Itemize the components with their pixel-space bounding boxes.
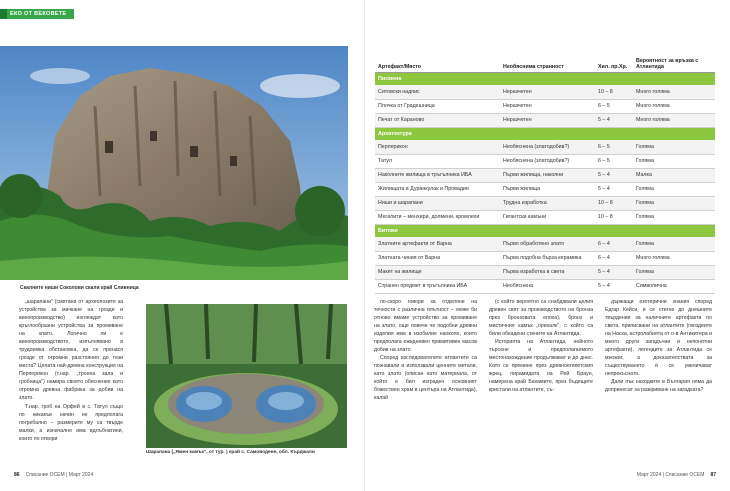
- cell-millennia: 10 – 8: [595, 85, 633, 99]
- cell-probability: Голяма: [633, 154, 715, 168]
- table-row: [375, 210, 715, 224]
- cell-probability: Много голяма: [633, 99, 715, 113]
- cell-probability: Малка: [633, 168, 715, 182]
- table-row: [375, 85, 715, 99]
- table-row: [375, 182, 715, 196]
- table-row: [375, 265, 715, 279]
- category-row: [375, 224, 715, 237]
- cell-probability: Много голяма: [633, 85, 715, 99]
- cell-probability: Голяма: [633, 196, 715, 210]
- right-text-column-2: [489, 298, 593, 394]
- table-row: [375, 99, 715, 113]
- table-row: [375, 168, 715, 182]
- category-label: Битови: [375, 224, 715, 237]
- header-millennia: Хил. пр.Хр.: [595, 50, 633, 72]
- cell-oddity: Първи жилища: [500, 182, 595, 196]
- cell-oddity: Трудна изработка: [500, 196, 595, 210]
- cell-artifact: Жилищата в Дуранкулак и Провадия: [375, 182, 500, 196]
- cell-oddity: Първо обработено злато: [500, 237, 595, 251]
- cell-oddity: Необяснена (златодобив?): [500, 140, 595, 154]
- cell-millennia: 5 – 4: [595, 279, 633, 293]
- cell-millennia: 5 – 4: [595, 168, 633, 182]
- cell-artifact: Татул: [375, 154, 500, 168]
- table-row: [375, 154, 715, 168]
- section-tag-bar: [0, 9, 7, 19]
- artifacts-table: [375, 50, 715, 294]
- magazine-name: Март 2024 | Списание ОСЕМ: [636, 472, 705, 478]
- cell-artifact: Наколните жилища в тръгълника ИБА: [375, 168, 500, 182]
- right-text-column-3: [605, 298, 712, 394]
- cell-millennia: 5 – 4: [595, 182, 633, 196]
- paragraph: Дали пък находките в България няма да допринесат за разкриване на загадката?: [605, 379, 712, 393]
- left-footer: [8, 472, 93, 478]
- right-footer: [637, 472, 722, 478]
- paragraph: по-скоро говори за отделяне на течности с различна плътност – може би отново имаме устройство за промиване на злато, още повече че подобни древни изделия има в изобилие наоколо, които предполага ежедневен примитивен масов добив на злато.: [374, 299, 477, 353]
- header-probability: Вероятност за връзка с Атлантида: [633, 50, 715, 72]
- page-number: 87: [710, 472, 716, 478]
- cell-millennia: 10 – 8: [595, 196, 633, 210]
- cell-artifact: Златната чиния от Варна: [375, 251, 500, 265]
- cell-oddity: Необяснена (златодобив?): [500, 154, 595, 168]
- cell-oddity: Неразчетен: [500, 85, 595, 99]
- cell-artifact: Плочка от Градешница: [375, 99, 500, 113]
- cell-millennia: 10 – 8: [595, 210, 633, 224]
- paragraph: Историята на Атлантида, нейното търсене и предполагаемото местонахождение продължават и до днес. Като се премине през древноегипетския жрец, пирамидата на Рей Браун, намерена край Бахамите, през бъдещите кристали на атлантите, съ-: [489, 339, 593, 393]
- category-label: Архитектура: [375, 127, 715, 140]
- cell-probability: Голяма: [633, 182, 715, 196]
- cell-oddity: Първа подобна бърза керамика: [500, 251, 595, 265]
- cell-artifact: Макет на жилище: [375, 265, 500, 279]
- cell-millennia: 6 – 5: [595, 99, 633, 113]
- table-row: [375, 251, 715, 265]
- cell-artifact: Мегалити – менхири, долмени, кромлехи: [375, 210, 500, 224]
- table-header-row: [375, 50, 715, 72]
- cell-millennia: 6 – 5: [595, 154, 633, 168]
- cell-artifact: Перперикон: [375, 140, 500, 154]
- small-photo-caption: Шарапана („Ямен камък", от тур. ) край с. Самоводене, обл. Кърджали: [146, 450, 315, 455]
- cell-artifact: Златните артефакти от Варна: [375, 237, 500, 251]
- page-number: 86: [14, 472, 20, 478]
- paragraph: „шарапани" (смятани от археолозите за устройства за мачкане на грозде и винопроизводство) изглеждат като кръглообразни устройства за промиване на злато. Логично ли е винопроизводството, изпълнявано в трудоемка обстановка, да се пренася грозде от огромни разстояния до тези места? Цялата най-древна конструкция на Перперикон (т.нар. „тронна зала и гробница") намира своето обяснение като огромна древна фабрика за добив на злато.: [19, 299, 123, 401]
- category-row: [375, 127, 715, 140]
- cell-artifact: Странен предмет в тръгълника ИБА: [375, 279, 500, 293]
- table-row: [375, 113, 715, 127]
- cell-oddity: Необяснена: [500, 279, 595, 293]
- header-artifact: Артефакт/Място: [375, 50, 500, 72]
- table-row: [375, 279, 715, 293]
- category-label: Писмена: [375, 72, 715, 85]
- sharapana-photo: [146, 304, 347, 448]
- cell-probability: Много голяма: [633, 251, 715, 265]
- left-text-column: [19, 298, 123, 444]
- right-text-column-1: [374, 298, 477, 402]
- main-photo-caption: Скалните ниши Соколови скали край Сливница: [20, 285, 139, 291]
- cell-artifact: Ситовски надпис: [375, 85, 500, 99]
- paragraph: Според изследователите атлантите са познавали и използвали ценните метали, като злато (описан като материала, от който е бил изграден основният божествен храм в центъра на Атлантида), калай: [374, 355, 477, 401]
- category-row: [375, 72, 715, 85]
- cell-probability: Голяма: [633, 210, 715, 224]
- cell-millennia: 5 – 4: [595, 113, 633, 127]
- table-row: [375, 237, 715, 251]
- cell-artifact: Печат от Караново: [375, 113, 500, 127]
- cell-oddity: Първи жилища, наколни: [500, 168, 595, 182]
- cell-millennia: 5 – 4: [595, 265, 633, 279]
- table-row: [375, 196, 715, 210]
- cell-millennia: 6 – 5: [595, 140, 633, 154]
- cell-artifact: Ниши и шарапани: [375, 196, 500, 210]
- cell-oddity: Неразчетен: [500, 99, 595, 113]
- cell-millennia: 6 – 4: [595, 251, 633, 265]
- header-oddity: Необяснима странност: [500, 50, 595, 72]
- cell-probability: Много голяма: [633, 113, 715, 127]
- cell-probability: Голяма: [633, 140, 715, 154]
- cell-oddity: Неразчетен: [500, 113, 595, 127]
- cell-millennia: 6 – 4: [595, 237, 633, 251]
- paragraph: държащи езотерични знания според Едгар Кейси, и се стигне до днешните твърдения за наличните артефакти по света, приписвани на атлантите (гвоздеите на Наска, астролабията от о-в Антикитера и много други загадъчни и непонятни артефакти), легендите за Атлантида се множат, а доказателствата за съществуването ѝ се увеличават непрекъснато.: [605, 299, 712, 377]
- cell-probability: Голяма: [633, 265, 715, 279]
- paragraph: (с който вероятно са снабдявали целия древен свят за производството на бронза през бронзовата епоха), бронз и мистичния камък „орихалк", с който са били обкадени стените на Атлантида.: [489, 299, 593, 337]
- cell-oddity: Гигантски камъни: [500, 210, 595, 224]
- section-tag: ЕКО ОТ ВЕКОВЕТЕ: [0, 9, 74, 19]
- magazine-name: Списание ОСЕМ | Март 2024: [25, 472, 94, 478]
- right-page: [365, 0, 730, 491]
- cell-probability: Символична: [633, 279, 715, 293]
- cell-oddity: Първа изработка в света: [500, 265, 595, 279]
- paragraph: Т.нар. гроб на Орфей в с. Татул също по никакъв начин не предполага погребално – размерите му са твърде малки, а изначално има вдлъбнатини, които по отвори: [19, 404, 123, 442]
- cell-probability: Голяма: [633, 237, 715, 251]
- rock-cliffs-photo: [0, 46, 348, 280]
- table-row: [375, 140, 715, 154]
